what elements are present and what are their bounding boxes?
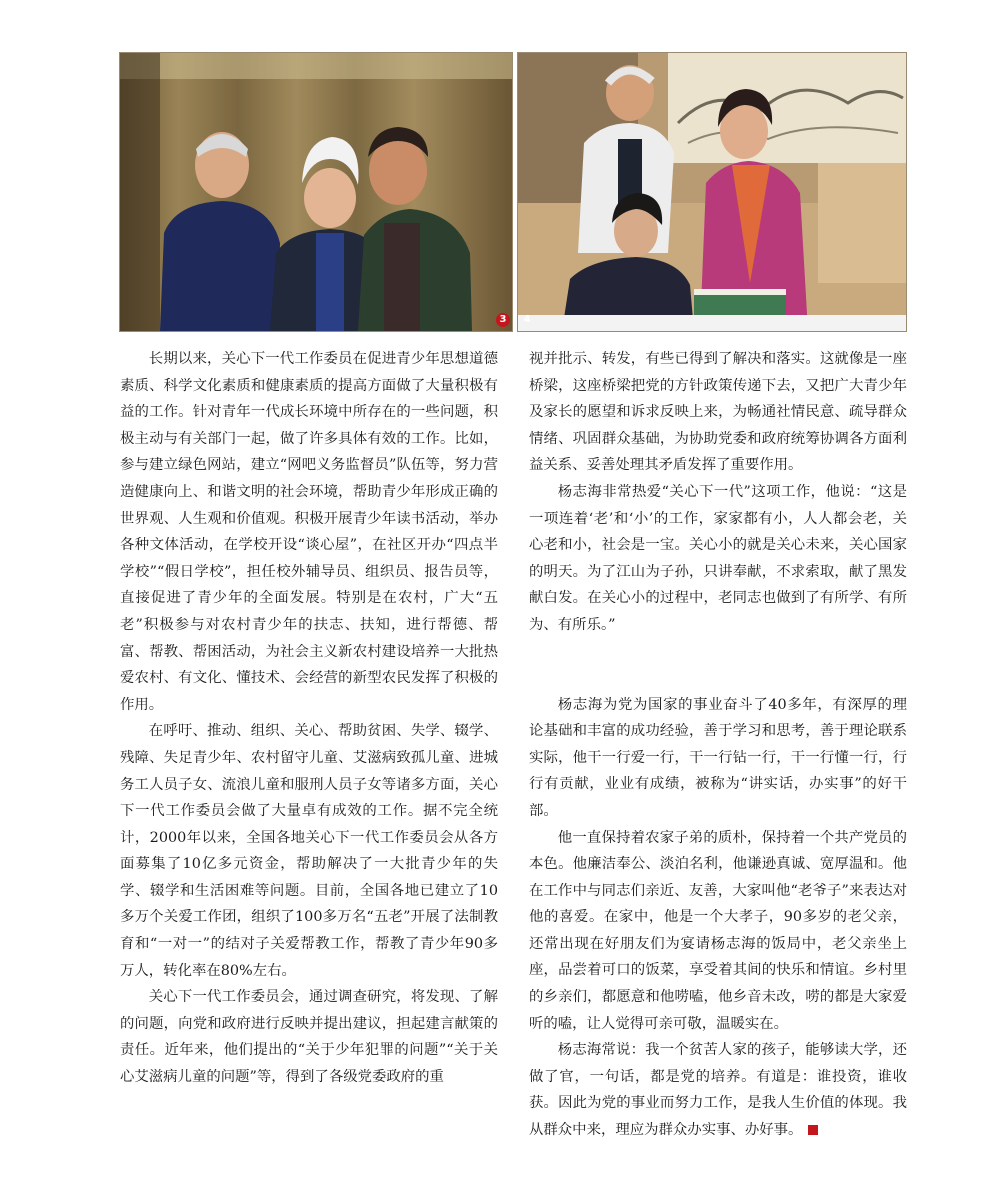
right-text-column	[529, 346, 907, 1144]
end-of-article-mark	[808, 1125, 818, 1135]
final-text: 杨志海常说：我一个贫苦人家的孩子，能够读大学，还做了官，一句话，都是党的培养。有道是：谁投资，谁收获。因此为党的事业而努力工作，是我人生价值的体现。我从群众中来，理应为群众办实事、办好事。	[529, 1042, 907, 1139]
left-text-column	[120, 346, 498, 1091]
photo-number-badge: 4	[523, 314, 531, 325]
paragraph: 在呼吁、推动、组织、关心、帮助贫困、失学、辍学、残障、失足青少年、农村留守儿童、艾滋病致孤儿童、进城务工人员子女、流浪儿童和服刑人员子女等诸多方面，关心下一代工作委员会做了大量卓有成效的工作。据不完全统计，2000年以来，全国各地关心下一代工作委员会从各方面募集了10亿多元资金，帮助解决了一大批青少年的失学、辍学和生活困难等问题。目前，全国各地已建立了10多万个关爱工作团，组织了100多万名“五老”开展了法制教育和“一对一”的结对子关爱帮教工作，帮教了青少年90多万人，转化率在80%左右。	[120, 723, 498, 979]
photo-visit	[517, 52, 907, 332]
paragraph-continued: 视并批示、转发，有些已得到了解决和落实。这就像是一座桥梁，这座桥梁把党的方针政策传递下去，又把广大青少年及家长的愿望和诉求反映上来，为畅通社情民意、疏导群众情绪、巩固群众基础，为协助党委和政府统筹协调各方面利益关系、妥善处理其矛盾发挥了重要作用。	[529, 351, 907, 474]
photo-three-men	[119, 52, 513, 332]
paragraph: 杨志海为党为国家的事业奋斗了40多年，有深厚的理论基础和丰富的成功经验，善于学习和思考，善于理论联系实际，他干一行爱一行，干一行钻一行，干一行懂一行，行行有贡献，业业有成绩，被称为“讲实话，办实事”的好干部。	[529, 696, 907, 819]
paragraph: 长期以来，关心下一代工作委员在促进青少年思想道德素质、科学文化素质和健康素质的提高方面做了大量积极有益的工作。针对青年一代成长环境中所存在的一些问题，积极主动与有关部门一起，做了许多具体有效的工作。比如，参与建立绿色网站，建立“网吧义务监督员”队伍等，努力营造健康向上、和谐文明的社会环境，帮助青少年形成正确的世界观、人生观和价值观。积极开展青少年读书活动，举办各种文体活动，在学校开设“谈心屋”，在社区开办“四点半学校”“假日学校”，担任校外辅导员、组织员、报告员等，直接促进了青少年的全面发展。特别是在农村，广大“五老”积极参与对农村青少年的扶志、扶知，进行帮德、帮富、帮教、帮困活动，为社会主义新农村建设培养一大批热爱农村、有文化、懂技术、会经营的新型农民发挥了积极的作用。	[120, 351, 498, 713]
paragraph: 关心下一代工作委员会，通过调查研究，将发现、了解的问题，向党和政府进行反映并提出建议，担起建言献策的责任。近年来，他们提出的“关于少年犯罪的问题”“关于关心艾滋病儿童的问题”等，得到了各级党委政府的重	[120, 989, 498, 1086]
paragraph-gap	[529, 639, 907, 692]
photo-three-men-image	[120, 53, 512, 331]
photo-visit-image	[518, 53, 906, 331]
paragraph-final	[529, 1037, 907, 1143]
photo-number-badge: 3	[496, 313, 510, 327]
paragraph: 杨志海非常热爱“关心下一代”这项工作，他说：“这是一项连着‘老’和‘小’的工作，家家都有小，人人都会老，关心老和小，社会是一宝。关心小的就是关心未来，关心国家的明天。为了江山为子孙，只讲奉献，不求索取，献了黑发献白发。在关心小的过程中，老同志也做到了有所学、有所为、有所乐。”	[529, 483, 907, 633]
paragraph: 他一直保持着农家子弟的质朴，保持着一个共产党员的本色。他廉洁奉公、淡泊名利，他谦逊真诚、宽厚温和。他在工作中与同志们亲近、友善，大家叫他“老爷子”来表达对他的喜爱。在家中，他是一个大孝子，90多岁的老父亲，还常出现在好朋友们为宴请杨志海的饭局中，老父亲坐上座，品尝着可口的饭菜，享受着其间的快乐和情谊。乡村里的乡亲们，都愿意和他唠嗑，他乡音未改，唠的都是大家爱听的嗑，让人觉得可亲可敬，温暖实在。	[529, 829, 907, 1032]
